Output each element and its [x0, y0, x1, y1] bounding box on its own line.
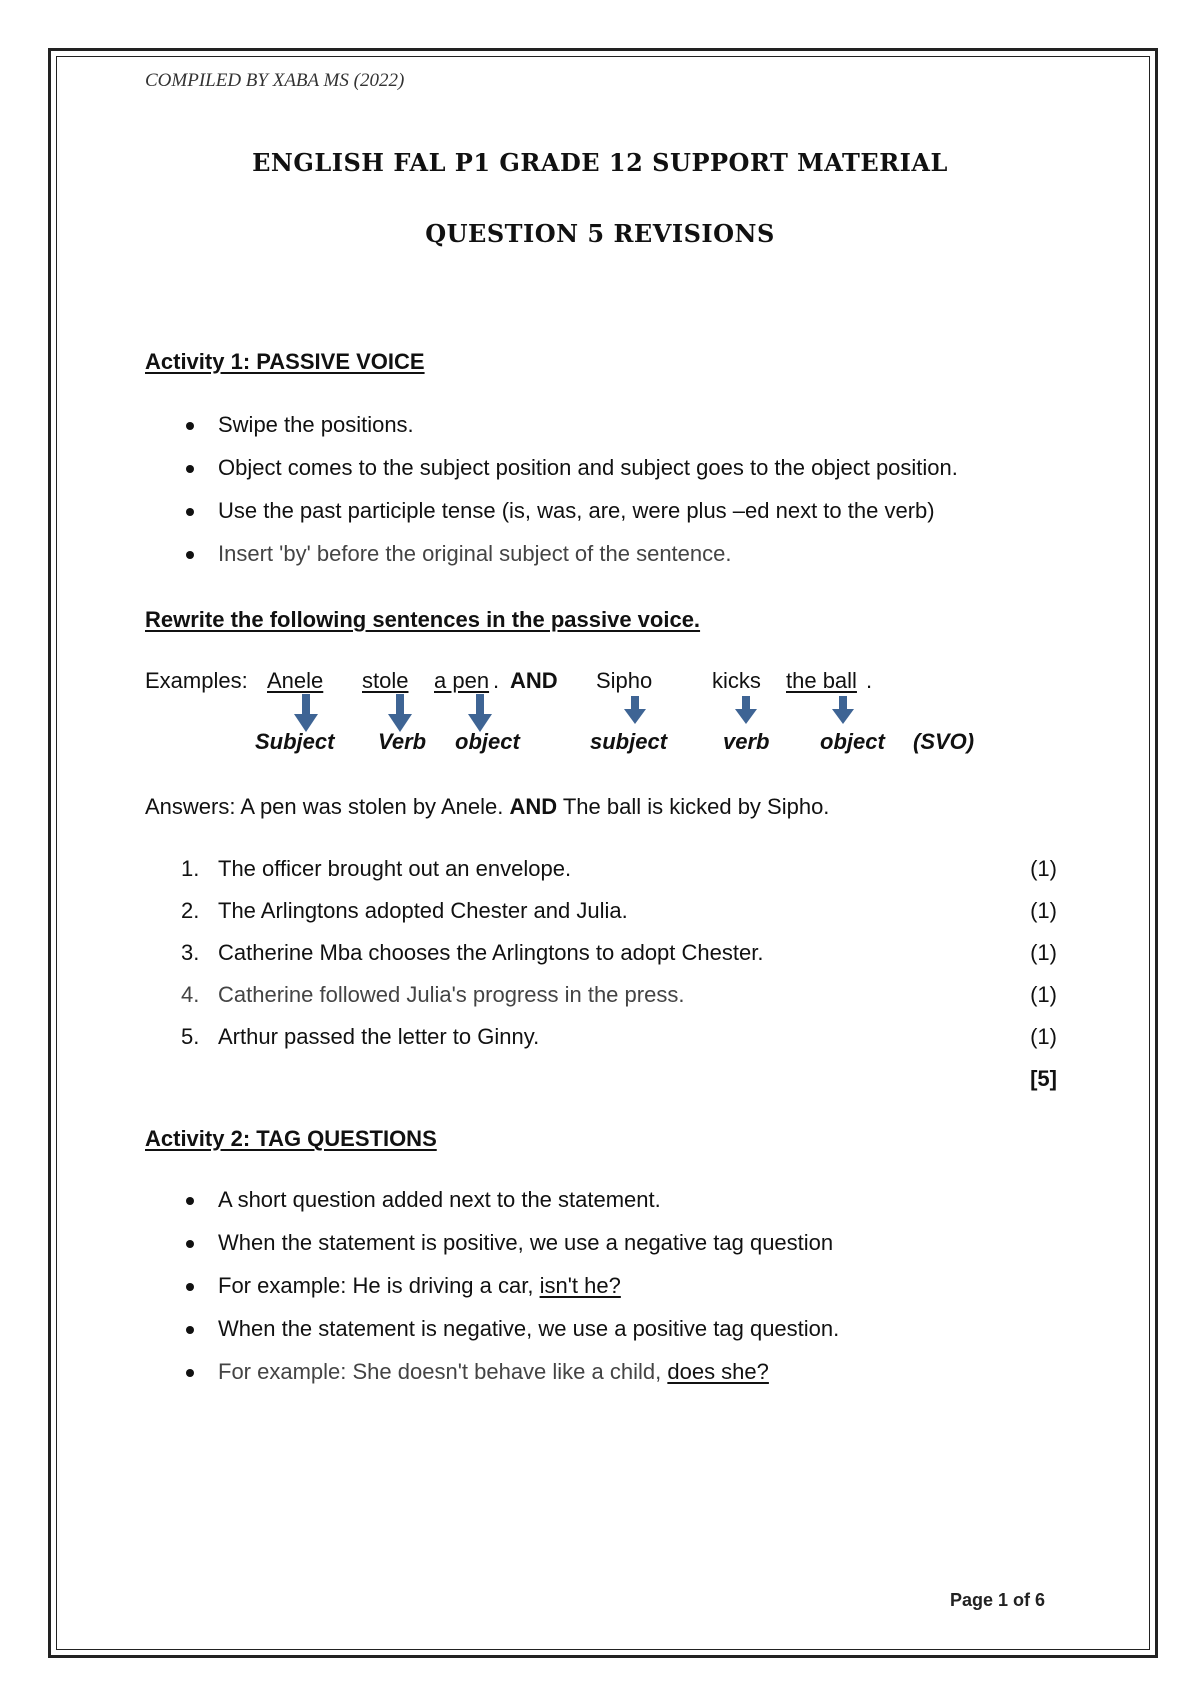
question-text: Catherine Mba chooses the Arlingtons to adopt Chester.	[218, 940, 764, 965]
list-item: Insert 'by' before the original subject of the sentence.	[145, 539, 958, 582]
list-item: Swipe the positions.	[145, 410, 958, 453]
answer-sentence-1: A pen was stolen by Anele.	[240, 794, 510, 819]
document-subtitle: QUESTION 5 REVISIONS	[425, 219, 775, 248]
role-label: Verb	[378, 729, 427, 754]
role-label: Subject	[255, 729, 335, 754]
arrow-shaft	[839, 696, 847, 710]
list-item	[145, 1357, 839, 1400]
page-total: 6	[1034, 1590, 1045, 1610]
arrow-head	[832, 709, 854, 724]
page-label: Page	[949, 1590, 998, 1610]
arrow-shaft	[302, 694, 310, 716]
example-text: For example: She doesn't behave like a child,	[218, 1359, 668, 1384]
question-number: 1.	[181, 856, 200, 881]
list-item	[145, 896, 1057, 938]
list-item	[145, 938, 1057, 980]
arrow-down-icon	[624, 696, 646, 726]
question-mark: (1)	[1030, 898, 1057, 923]
arrow-shaft	[631, 696, 639, 710]
answers-label: Answers:	[145, 794, 241, 819]
question-number: 2.	[181, 898, 200, 923]
list-item	[145, 980, 1057, 1022]
role-label: object	[820, 729, 885, 754]
example-object-1: a pen	[434, 668, 490, 693]
question-text: The Arlingtons adopted Chester and Julia.	[218, 898, 628, 923]
example-subject-2: Sipho	[596, 668, 653, 693]
list-item: A short question added next to the statement.	[145, 1185, 839, 1228]
question-number: 3.	[181, 940, 200, 965]
example-verb-1: stole	[362, 668, 409, 693]
example-subject-1: Anele	[267, 668, 324, 693]
passive-instruction: Rewrite the following sentences in the passive voice.	[145, 607, 701, 632]
arrow-shaft	[742, 696, 750, 710]
question-mark: (1)	[1030, 856, 1057, 881]
list-item	[145, 854, 1057, 896]
tag-question: does she?	[667, 1359, 769, 1384]
question-list	[145, 854, 1057, 1064]
list-item	[145, 1022, 1057, 1064]
example-period-1: .	[493, 668, 500, 693]
role-label: verb	[723, 729, 770, 754]
arrow-shaft	[476, 694, 484, 716]
role-label: (SVO)	[913, 729, 975, 754]
question-mark: (1)	[1030, 982, 1057, 1007]
document-title: ENGLISH FAL P1 GRADE 12 SUPPORT MATERIAL	[252, 148, 948, 177]
total-marks: [5]	[1030, 1066, 1057, 1091]
activity1-heading: Activity 1: PASSIVE VOICE	[145, 349, 425, 374]
example-and: AND	[510, 668, 558, 693]
list-item: When the statement is positive, we use a negative tag question	[145, 1228, 839, 1271]
arrow-down-icon	[387, 694, 413, 734]
activity1-bullet-list	[145, 410, 958, 582]
tag-question: isn't he?	[539, 1273, 621, 1298]
arrow-down-icon	[832, 696, 854, 726]
role-label: subject	[590, 729, 668, 754]
example-text: For example: He is driving a car,	[218, 1273, 540, 1298]
role-label: object	[455, 729, 520, 754]
list-item: Object comes to the subject position and subject goes to the object position.	[145, 453, 958, 496]
arrow-down-icon	[467, 694, 493, 734]
question-number: 4.	[181, 982, 200, 1007]
page-border-inner	[56, 56, 1150, 1650]
page-number	[950, 1590, 1045, 1611]
example-period-2: .	[866, 668, 873, 693]
activity2-heading: Activity 2: TAG QUESTIONS	[145, 1126, 437, 1151]
question-text: The officer brought out an envelope.	[218, 856, 572, 881]
page-current: 1	[997, 1590, 1008, 1610]
list-item: Use the past participle tense (is, was, are, were plus –ed next to the verb)	[145, 496, 958, 539]
activity2-bullet-list	[145, 1185, 839, 1400]
answers-line	[145, 794, 829, 820]
examples-label: Examples:	[145, 668, 248, 693]
question-number: 5.	[181, 1024, 200, 1049]
answer-sentence-2: The ball is kicked by Sipho.	[557, 794, 830, 819]
arrow-shaft	[396, 694, 404, 716]
question-text: Catherine followed Julia's progress in the press.	[218, 982, 685, 1007]
question-mark: (1)	[1030, 940, 1057, 965]
arrow-down-icon	[293, 694, 319, 734]
example-verb-2: kicks	[712, 668, 761, 693]
list-item: When the statement is negative, we use a positive tag question.	[145, 1314, 839, 1357]
question-mark: (1)	[1030, 1024, 1057, 1049]
arrow-down-icon	[735, 696, 757, 726]
answers-and: AND	[509, 794, 558, 819]
arrow-head	[624, 709, 646, 724]
page-of-label: of	[1007, 1590, 1035, 1610]
question-text: Arthur passed the letter to Ginny.	[218, 1024, 540, 1049]
example-object-2: the ball	[786, 668, 857, 693]
compiler-note: COMPILED BY XABA MS (2022)	[145, 70, 405, 91]
arrow-head	[735, 709, 757, 724]
list-item	[145, 1271, 839, 1314]
